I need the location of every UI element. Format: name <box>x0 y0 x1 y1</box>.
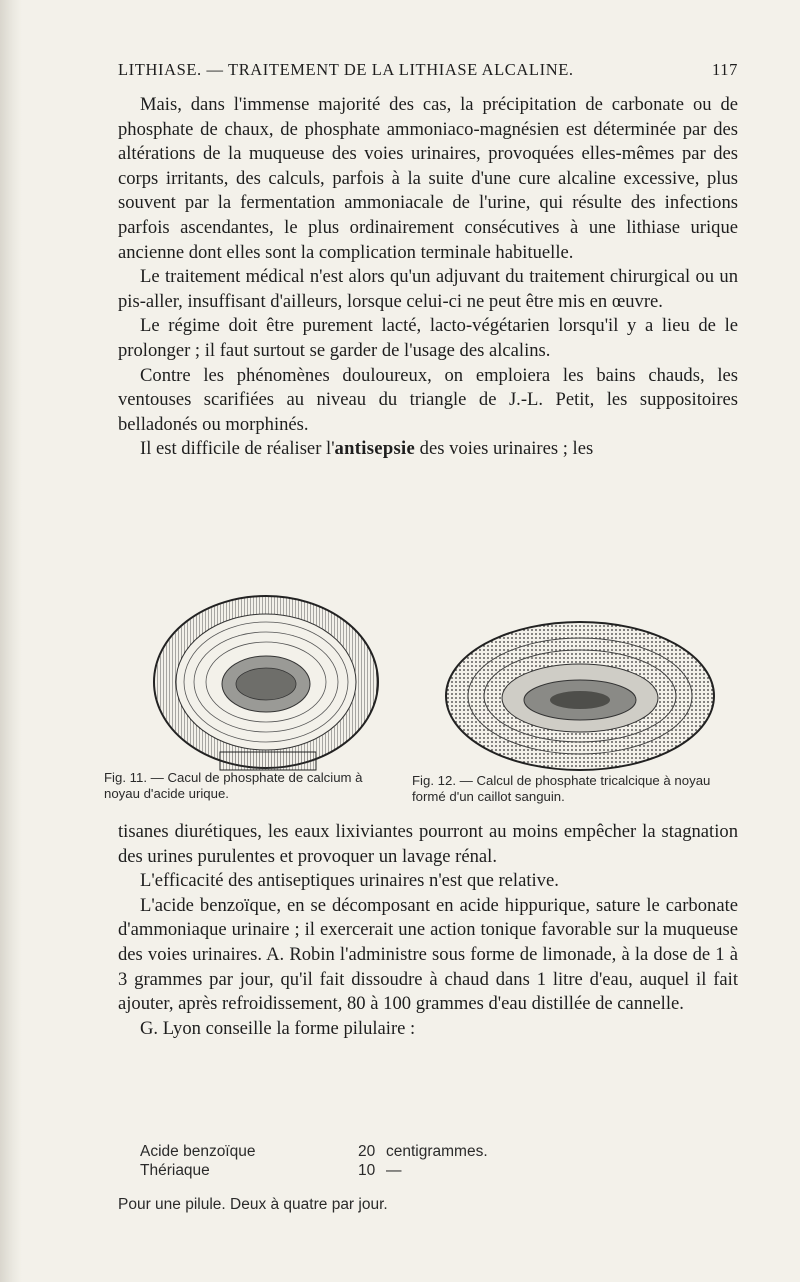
paragraph-7: L'efficacité des antiseptiques urinaires n'est que relative. <box>140 870 559 892</box>
figure-11-caption: Fig. 11. — Cacul de phosphate de calcium à noyau d'acide urique. <box>104 770 363 801</box>
text-block-top <box>118 93 738 462</box>
paragraph-8: L'acide benzoïque, en se décomposant en acide hippurique, sature le carbonate d'ammoniaque urinaire ; il exercerait une action tonique favorable sur la muqueuse des voies urinaires. A. Robin l'administre sous forme de limonade, à la dose de 1 à 3 grammes par jour, qu'il fait dissoudre à chaud dans 1 litre d'eau, auquel il fait ajouter, après refroidissement, 80 à 100 grammes d'eau distillée de cannelle. <box>118 894 738 1015</box>
ingredient-name: Acide benzoïque <box>140 1143 256 1160</box>
paragraph-5 <box>118 437 738 462</box>
paragraph-9: G. Lyon conseille la forme pilulaire : <box>140 1017 416 1039</box>
text-block-bottom <box>118 820 738 1041</box>
figure-11-calculus-illustration <box>148 592 384 774</box>
paragraph-2: Le traitement médical n'est alors qu'un adjuvant du traitement chirurgical ou un pis-aller, insuffisant d'ailleurs, lorsque celui-ci ne peut être mis en œuvre. <box>118 266 738 312</box>
formula-row <box>140 1142 700 1161</box>
figure-12-caption: Fig. 12. — Calcul de phosphate tricalcique à noyau formé d'un caillot sanguin. <box>412 773 711 804</box>
figure-12-calculus-illustration <box>442 616 718 776</box>
p5-bold-term: antisepsie <box>334 438 416 460</box>
p5-start: Il est difficile de réaliser l' <box>140 438 335 460</box>
paragraph-6: tisanes diurétiques, les eaux lixiviantes pourront au moins empêcher la stagnation des urines purulentes et provoquer un lavage rénal. <box>118 821 738 867</box>
formula-row <box>140 1161 700 1180</box>
paragraph-1: Mais, dans l'immense majorité des cas, la précipitation de carbonate ou de phosphate de chaux, de phosphate ammoniaco-magnésien est déterminée par des altérations de la muqueuse des voies urinaires, provoquées elles-mêmes par des corps irritants, des calculs, parfois à la suite d'une cure alcaline excessive, plus souvent par la fermentation ammoniacale de l'urine, qui résulte des infections parfois ascendantes, le plus ordinairement consécutives à une lithiase urique ancienne dont elles sont la complication terminale habituelle. <box>118 94 738 263</box>
prescription-formula <box>140 1142 700 1180</box>
p5-end: des voies urinaires ; les <box>415 438 594 460</box>
ingredient-quantity: 20 <box>358 1143 376 1160</box>
running-header <box>118 60 738 80</box>
ingredient-unit: centigrammes. <box>386 1143 488 1160</box>
paragraph-3: Le régime doit être purement lacté, lacto-végétarien lorsqu'il y a lieu de le prolonger ; il faut surtout se garder de l'usage des alcalins. <box>118 315 738 361</box>
page-number: 117 <box>712 60 738 79</box>
ingredient-name: Thériaque <box>140 1162 210 1179</box>
paragraph-4: Contre les phénomènes douloureux, on emploiera les bains chauds, les ventouses scarifiées au niveau du triangle de J.-L. Petit, les suppositoires belladonés ou morphinés. <box>118 364 738 435</box>
book-spine-shadow <box>0 0 22 1282</box>
posology-line: Pour une pilule. Deux à quatre par jour. <box>118 1196 388 1213</box>
ingredient-quantity: 10 <box>358 1162 376 1179</box>
ingredient-unit: — <box>386 1162 402 1179</box>
running-title: LITHIASE. — TRAITEMENT DE LA LITHIASE ALCALINE. <box>118 60 574 79</box>
